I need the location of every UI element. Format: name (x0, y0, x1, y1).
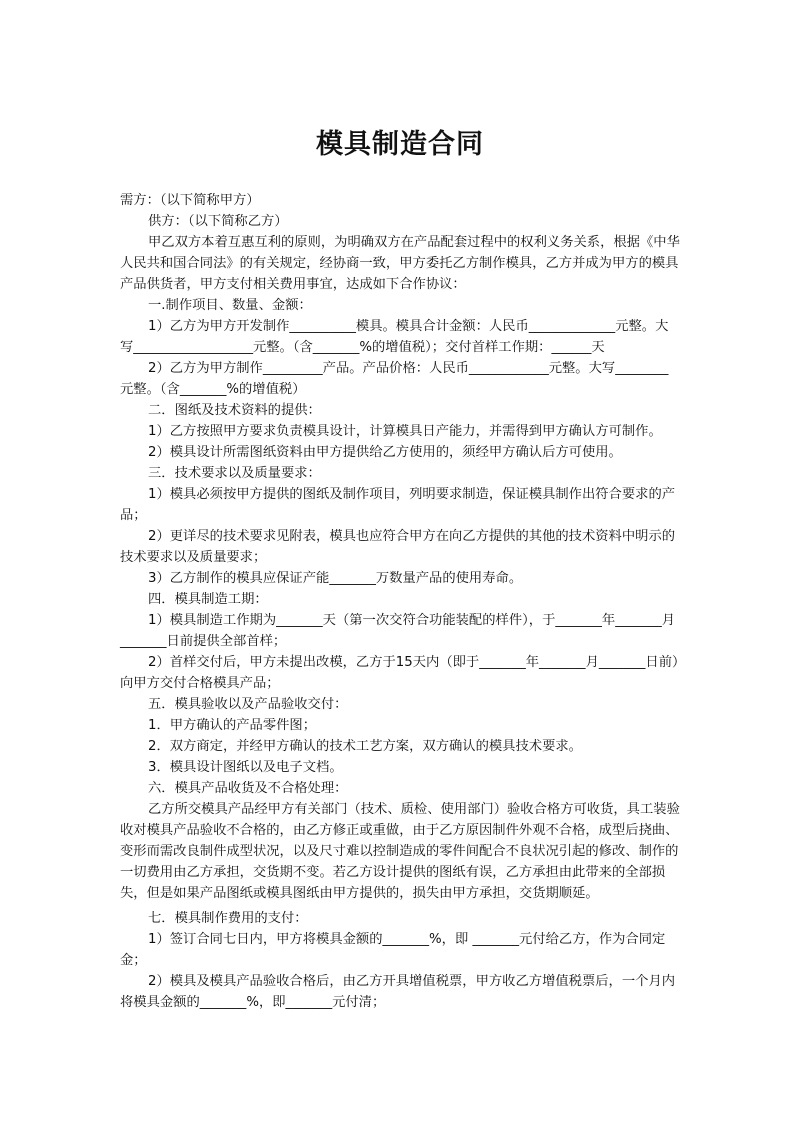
contract-paragraph: 七．模具制作费用的支付： (148, 911, 308, 926)
contract-paragraph: 一.制作项目、数量、金额： (148, 298, 312, 313)
contract-paragraph: 2）乙方为甲方制作_________产品。产品价格：人民币____________元整。大写________元整。（含_______%的增值税） (120, 361, 669, 397)
contract-paragraph: 乙方所交模具产品经甲方有关部门（技术、质检、使用部门）验收合格方可收货，具工装验收对模具产品验收不合格的，由乙方修正或重做，由于乙方原因制件外观不合格，成型后挠曲、变形而需改良制件成型状况，以及尺寸难以控制造成的零件间配合不良状况引起的修改、制作的一切费用由乙方承担，交货期不变。若乙方设计提供的图纸有误，乙方承担由此带来的全部损失，但是如果产品图纸或模具图纸由甲方提供的，损失由甲方承担，交货期顺延。 (120, 802, 680, 901)
contract-paragraph: 1．甲方确认的产品零件图； (148, 718, 317, 733)
contract-paragraph: 需方：（以下简称甲方） (120, 193, 260, 208)
contract-paragraph: 2）模具设计所需图纸资料由甲方提供给乙方使用的，须经甲方确认后方可使用。 (148, 445, 622, 460)
contract-paragraph: 2）模具及模具产品验收合格后，由乙方开具增值税票，甲方收乙方增值税票后，一个月内将模具金额的_______%，即_______元付清； (120, 974, 676, 1010)
contract-paragraph: 甲乙双方本着互惠互利的原则，为明确双方在产品配套过程中的权利义务关系，根据《中华人民共和国合同法》的有关规定，经协商一致，甲方委托乙方制作模具，乙方并成为甲方的模具产品供货者，甲方支付相关费用事宜，达成如下合作协议： (120, 235, 680, 292)
contract-paragraph: 1）签订合同七日内，甲方将模具金额的_______%，即 _______元付给乙方，作为合同定金； (120, 932, 666, 968)
contract-paragraph: 五．模具验收以及产品验收交付： (148, 697, 348, 712)
contract-paragraph: 四．模具制造工期： (148, 592, 268, 607)
contract-paragraph: 2）更详尽的技术要求见附表，模具也应符合甲方在向乙方提供的其他的技术资料中明示的技术要求以及质量要求； (120, 529, 676, 565)
document-body (120, 190, 680, 1013)
contract-paragraph: 六．模具产品收货及不合格处理： (148, 781, 348, 796)
contract-paragraph: 供方：（以下简称乙方） (148, 214, 288, 229)
contract-paragraph: 1）模具必须按甲方提供的图纸及制作项目，列明要求制造，保证模具制作出符合要求的产品； (120, 487, 676, 523)
contract-paragraph: 2）首样交付后，甲方未提出改模，乙方于15天内（即于_______年_______月_______日前）向甲方交付合格模具产品； (120, 655, 679, 691)
contract-paragraph: 1）模具制造工作期为_______天（第一次交符合功能装配的样件），于_______年_______月_______日前提供全部首样； (120, 613, 676, 649)
contract-paragraph: 2．双方商定，并经甲方确认的技术工艺方案，双方确认的模具技术要求。 (148, 739, 582, 754)
contract-paragraph: 3）乙方制作的模具应保证产能_______万数量产品的使用寿命。 (148, 571, 523, 586)
contract-paragraph: 3．模具设计图纸以及电子文档。 (148, 760, 343, 775)
contract-paragraph: 1）乙方为甲方开发制作__________模具。模具合计金额：人民币_____________元整。大写__________________元整。（含_______%的增值税）；交付首样工作期：______天 (120, 319, 669, 355)
contract-paragraph: 二．图纸及技术资料的提供： (148, 403, 321, 418)
contract-paragraph: 1）乙方按照甲方要求负责模具设计，计算模具日产能力，并需得到甲方确认方可制作。 (148, 424, 662, 439)
document-title: 模具制造合同 (316, 129, 484, 160)
contract-paragraph: 三．技术要求以及质量要求： (148, 466, 321, 481)
